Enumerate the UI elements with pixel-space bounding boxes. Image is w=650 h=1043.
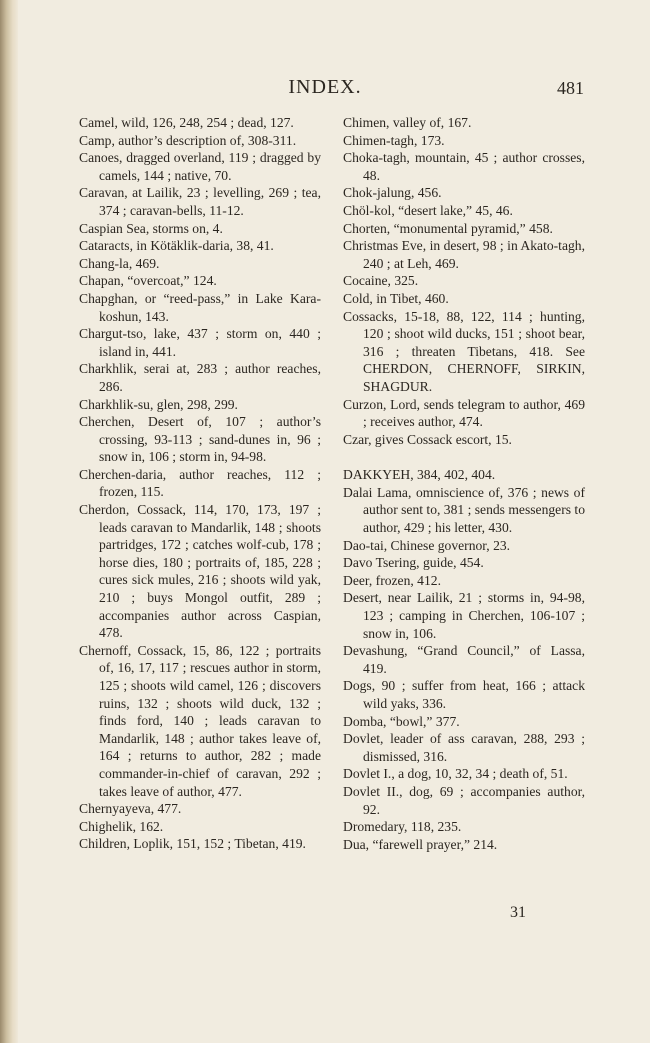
index-entry: Camel, wild, 126, 248, 254 ; dead, 127. [79,115,294,130]
index-entry: Chargut-tso, lake, 437 ; storm on, 440 ; island in, 441. [79,326,321,359]
index-entry: Domba, “bowl,” 377. [343,713,460,729]
index-entry: Choka-tagh, mountain, 45 ; author crosses, 48. [343,150,585,183]
index-entry: Christmas Eve, in desert, 98 ; in Akato-tagh, 240 ; at Leh, 469. [343,238,585,271]
index-entry: Chang-la, 469. [79,255,160,271]
page-title: INDEX. [288,76,362,98]
index-entry: Cossacks, 15-18, 88, 122, 114 ; hunting, 120 ; shoot wild ducks, 151 ; shoot bear, 316 ; threaten Tibetans, 418. See CHERDON, CHERNOFF, SIRKIN, SHAGDUR. [343,308,585,394]
index-entry: Dogs, 90 ; suffer from heat, 166 ; attack wild yaks, 336. [343,678,585,711]
signature-mark: 31 [510,904,526,921]
index-entry: Chighelik, 162. [79,818,164,834]
index-entry: Chapghan, or “reed-pass,” in Lake Kara-koshun, 143. [79,290,321,324]
index-entry: Chöl-kol, “desert lake,” 45, 46. [343,202,513,218]
index-entry: Children, Loplik, 151, 152 ; Tibetan, 419. [79,836,306,852]
index-entry: Czar, gives Cossack escort, 15. [343,431,512,447]
index-entry: Chok-jalung, 456. [343,185,442,201]
index-entry: Dovlet, leader of ass caravan, 288, 293 ; dismissed, 316. [343,731,585,764]
index-entry: Charkhlik, serai at, 283 ; author reaches, 286. [79,361,321,394]
index-entry: Chapan, “overcoat,” 124. [79,273,217,289]
index-entry: Cherchen, Desert of, 107 ; author’s crossing, 93-113 ; sand-dunes in, 96 ; snow in, 106 ; storm in, 94-98. [79,414,321,465]
index-entry: Dua, “farewell prayer,” 214. [343,836,498,852]
index-entry: Dao-tai, Chinese governor, 23. [343,537,511,553]
index-entry: Cold, in Tibet, 460. [343,290,449,306]
index-entry: DAKKYEH, 384, 402, 404. [343,467,496,483]
index-entry: Dovlet I., a dog, 10, 32, 34 ; death of, 51. [343,766,568,782]
index-entry: Davo Tsering, guide, 454. [343,555,484,571]
index-entry: Devashung, “Grand Council,” of Lassa, 419. [343,643,585,676]
index-entry: Chorten, “monumental pyramid,” 458. [343,220,553,236]
index-entry: Cataracts, in Kötäklik-daria, 38, 41. [79,238,274,254]
index-entry: Dromedary, 118, 235. [343,819,462,835]
index-entry: Cherdon, Cossack, 114, 170, 173, 197 ; leads caravan to Mandarlik, 148 ; shoots partridges, 172 ; catches wolf-cub, 178 ; horse dies, 180 ; portraits of, 185, 228 ; cures sick mules, 216 ; shoots wild yak, 210 ; buys Mongol outfit, 289 ; accompanies author across Caspian, 478. [79,502,321,641]
index-entry: Desert, near Lailik, 21 ; storms in, 94-98, 123 ; camping in Cherchen, 106-107 ; snow in, 106. [343,590,585,641]
index-entry: Cocaine, 325. [343,273,419,289]
page-number: 481 [557,78,584,98]
left-column [79,114,321,853]
index-entry: Deer, frozen, 412. [343,572,441,588]
section-gap [343,448,585,466]
index-entry: Cherchen-daria, author reaches, 112 ; frozen, 115. [79,466,321,500]
index-entry: Chernyayeva, 477. [79,801,182,817]
index-entry: Dalai Lama, omniscience of, 376 ; news of author sent to, 381 ; sends messengers to author, 429 ; his letter, 430. [343,484,586,536]
index-entry: Curzon, Lord, sends telegram to author, 469 ; receives author, 474. [343,396,585,430]
index-entry: Caravan, at Lailik, 23 ; levelling, 269 ; tea, 374 ; caravan-bells, 11-12. [79,185,321,218]
index-entry: Camp, author’s description of, 308-311. [79,132,297,148]
index-entry: Chimen, valley of, 167. [343,115,472,130]
right-column [343,114,585,853]
index-entry: Chernoff, Cossack, 15, 86, 122 ; portraits of, 16, 17, 117 ; rescues author in storm, 125 ; shoots wild camel, 126 ; discovers ruins, 132 ; shoots wild duck, 132 ; finds ford, 140 ; leads caravan to Mandarlik, 148 ; author takes leave of, 164 ; returns to author, 282 ; made commander-in-chief of caravan, 292 ; takes leave of author, 477. [79,642,321,799]
index-entry: Charkhlik-su, glen, 298, 299. [79,396,238,412]
index-entry: Caspian Sea, storms on, 4. [79,220,223,236]
index-entry: Chimen-tagh, 173. [343,132,445,148]
index-entry: Dovlet II., dog, 69 ; accompanies author, 92. [343,783,585,817]
index-entry: Canoes, dragged overland, 119 ; dragged by camels, 144 ; native, 70. [79,150,321,183]
